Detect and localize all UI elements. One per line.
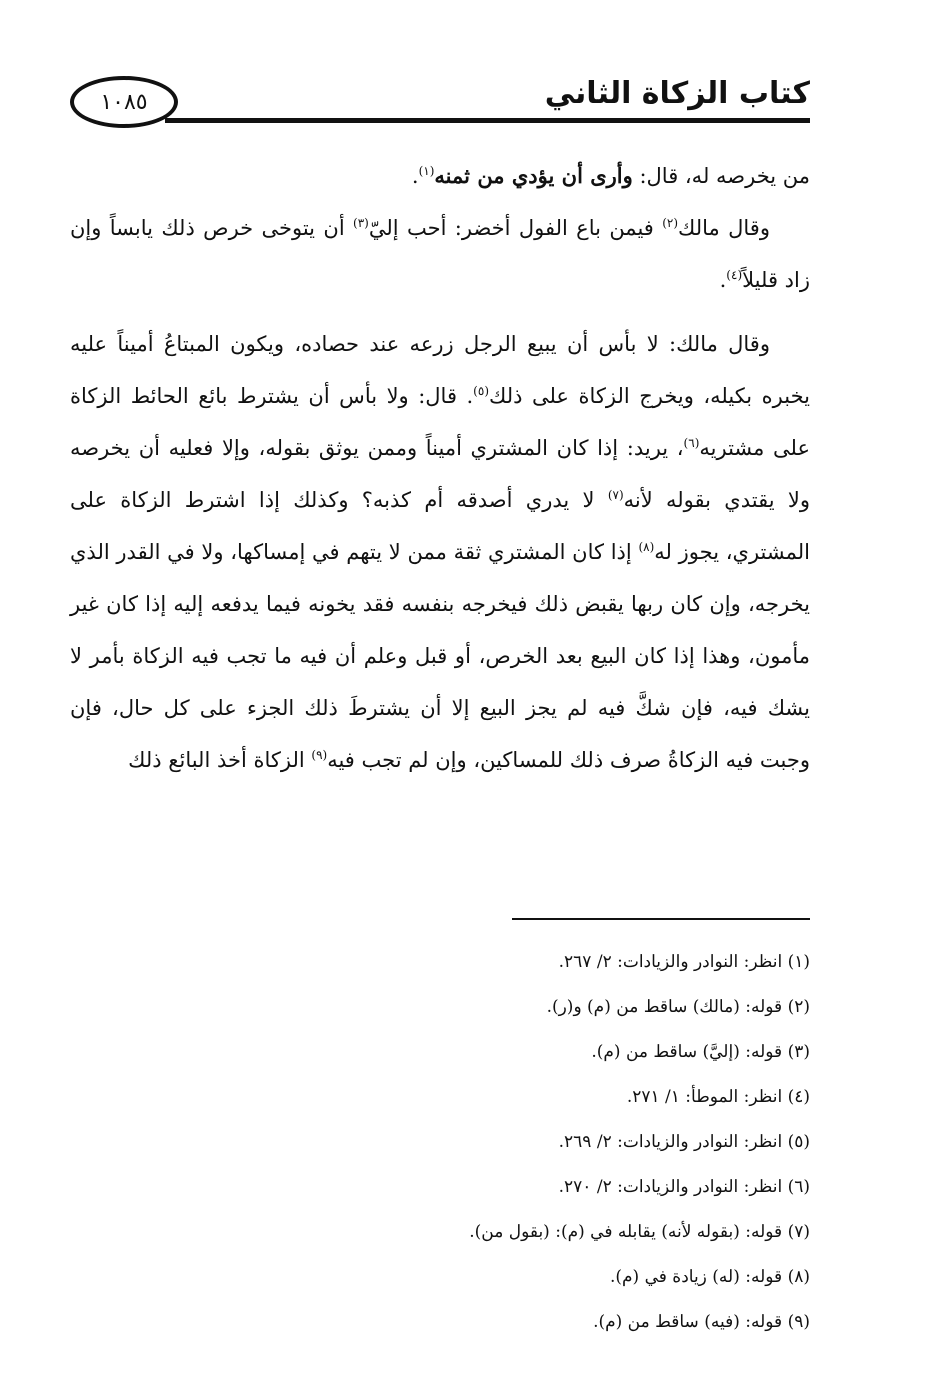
footnote-6: (٦) انظر: النوادر والزيادات: ٢/ ٢٧٠. bbox=[558, 1177, 810, 1197]
footnote-ref-9[interactable]: (٩) bbox=[311, 748, 328, 762]
footnote-ref-2[interactable]: (٢) bbox=[662, 216, 679, 230]
footnote-ref-3[interactable]: (٣) bbox=[353, 216, 369, 230]
footnote-8: (٨) قوله: (له) زيادة في (م). bbox=[609, 1267, 810, 1287]
text-run: إذا كان المشتري ثقة ممن لا يتهم في إمساكها، ولا في القدر الذي يخرجه، وإن كان ربها يقبض ذلك فيخرجه بنفسه فقد يخونه فيما يدفعه إليه إذا كان غير مأمون، وهذا إذا كان البيع بعد الخرص، أو قبل وعلم أن فيه ما تجب فيه الزكاة بأمر لا يشك فيه، فإن شكَّ فيه لم يجز البيع إلا أن يشترطَ ذلك الجزء على كل حال، فإن وجبت فيه الزكاةُ صرف ذلك للمساكين، وإن لم تجب فيه bbox=[70, 540, 810, 772]
footnote-ref-5[interactable]: (٥) bbox=[473, 384, 489, 398]
footnote-1: (١) انظر: النوادر والزيادات: ٢/ ٢٦٧. bbox=[558, 952, 810, 972]
paragraph-3 bbox=[70, 318, 810, 786]
footnote-7: (٧) قوله: (بقوله لأنه) يقابله في (م): (بقول من). bbox=[469, 1222, 810, 1242]
main-text bbox=[70, 150, 810, 786]
footnote-separator bbox=[512, 918, 810, 920]
footnote-ref-6[interactable]: (٦) bbox=[683, 436, 700, 450]
footnote-2: (٢) قوله: (مالك) ساقط من (م) و(ر). bbox=[546, 997, 810, 1017]
footnote-ref-7[interactable]: (٧) bbox=[607, 488, 624, 502]
footnote-5: (٥) انظر: النوادر والزيادات: ٢/ ٢٦٩. bbox=[558, 1132, 810, 1152]
bold-text-run: وأرى أن يؤدي من ثمنه bbox=[434, 163, 633, 188]
text-run: . قال: ولا بأس أن يشترط بائع الحائط الزكاة على مشتريه bbox=[70, 384, 811, 460]
text-run: . bbox=[411, 164, 419, 188]
text-run: من يخرصه له، قال: bbox=[632, 164, 810, 188]
text-run: . bbox=[719, 268, 727, 292]
page-header bbox=[70, 70, 810, 140]
text-run: ، يريد: إذا كان المشتري أميناً وممن يوثق بقوله، وإلا فعليه أن يخرصه ولا يقتدي بقوله لأنه bbox=[70, 436, 810, 512]
header-rule bbox=[165, 118, 810, 123]
paragraph-1 bbox=[70, 150, 810, 202]
footnotes bbox=[300, 940, 810, 1345]
paragraph-2 bbox=[70, 202, 810, 306]
text-run: وقال مالك: لا بأس أن يبيع الرجل زرعه عند حصاده، ويكون المبتاعُ أميناً عليه يخبره بكيله، ويخرج الزكاة على ذلك bbox=[70, 332, 810, 408]
footnote-ref-8[interactable]: (٨) bbox=[638, 540, 655, 554]
text-run: الزكاة أخذ البائع ذلك bbox=[128, 748, 312, 772]
footnote-ref-4[interactable]: (٤) bbox=[726, 268, 743, 282]
page-number-badge bbox=[70, 76, 178, 128]
text-run: وقال مالك bbox=[678, 216, 770, 240]
book-title: كتاب الزكاة الثاني bbox=[544, 76, 810, 111]
text-run: لا يدري أصدقه أم كذبه؟ وكذلك إذا اشترط الزكاة على المشتري، يجوز له bbox=[70, 488, 810, 564]
footnote-9: (٩) قوله: (فيه) ساقط من (م). bbox=[593, 1312, 810, 1332]
footnote-3: (٣) قوله: (إليَّ) ساقط من (م). bbox=[591, 1042, 810, 1062]
footnote-4: (٤) انظر: الموطأ: ١/ ٢٧١. bbox=[626, 1087, 810, 1107]
text-run: أن يتوخى خرص ذلك يابساً وإن زاد قليلاً bbox=[70, 216, 810, 292]
page-number: ١٠٨٥ bbox=[100, 89, 148, 115]
text-run: فيمن باع الفول أخضر: أحب إليّ bbox=[368, 216, 663, 240]
footnote-ref-1[interactable]: (١) bbox=[418, 164, 435, 178]
